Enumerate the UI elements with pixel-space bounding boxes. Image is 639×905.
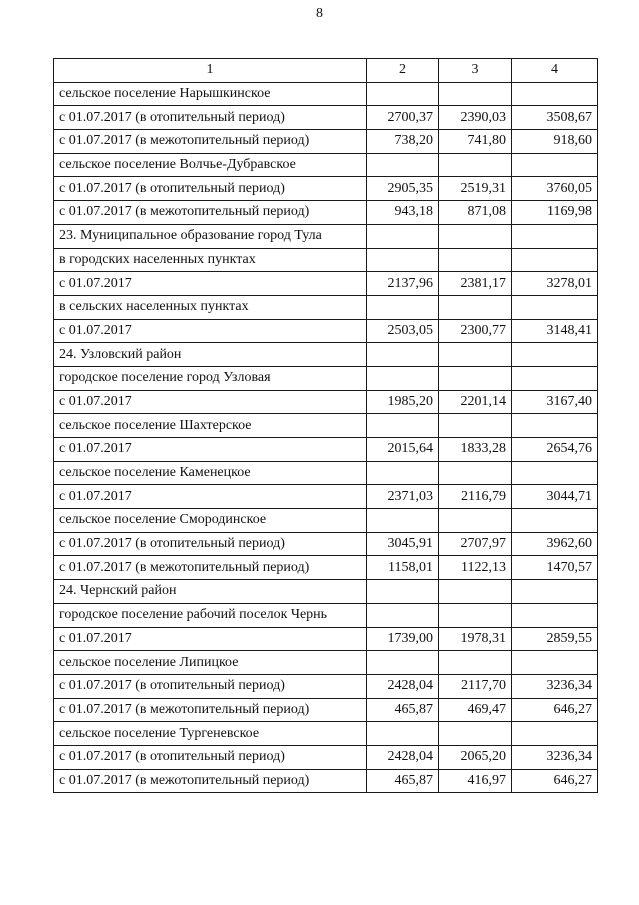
value-cell-col4 — [512, 153, 598, 177]
value-cell-col3 — [439, 153, 512, 177]
value-cell-col4: 646,27 — [512, 769, 598, 793]
column-header-1: 1 — [54, 59, 367, 83]
value-cell-col4 — [512, 295, 598, 319]
row-label-cell: с 01.07.2017 (в межотопительный период) — [54, 556, 367, 580]
value-cell-col2: 943,18 — [367, 201, 439, 225]
table-row — [54, 390, 598, 414]
value-cell-col4 — [512, 414, 598, 438]
row-label-cell: с 01.07.2017 (в отопительный период) — [54, 674, 367, 698]
value-cell-col2 — [367, 366, 439, 390]
value-cell-col2 — [367, 343, 439, 367]
value-cell-col2: 465,87 — [367, 769, 439, 793]
value-cell-col4: 3236,34 — [512, 674, 598, 698]
table-row — [54, 130, 598, 154]
row-label-cell: 23. Муниципальное образование город Тула — [54, 224, 367, 248]
value-cell-col2: 2503,05 — [367, 319, 439, 343]
row-label-cell: сельское поселение Смородинское — [54, 509, 367, 533]
row-label-cell: 24. Чернский район — [54, 580, 367, 604]
value-cell-col3: 2707,97 — [439, 532, 512, 556]
value-cell-col3 — [439, 295, 512, 319]
value-cell-col4: 3278,01 — [512, 272, 598, 296]
row-label-cell: с 01.07.2017 (в отопительный период) — [54, 177, 367, 201]
value-cell-col4 — [512, 722, 598, 746]
value-cell-col2: 1739,00 — [367, 627, 439, 651]
table-row — [54, 580, 598, 604]
value-cell-col3 — [439, 509, 512, 533]
table-row — [54, 295, 598, 319]
column-header-2: 2 — [367, 59, 439, 83]
value-cell-col3: 416,97 — [439, 769, 512, 793]
row-label-cell: с 01.07.2017 — [54, 319, 367, 343]
row-label-cell: с 01.07.2017 — [54, 438, 367, 462]
value-cell-col2 — [367, 224, 439, 248]
value-cell-col3: 2116,79 — [439, 485, 512, 509]
table-row — [54, 745, 598, 769]
value-cell-col4 — [512, 509, 598, 533]
value-cell-col2: 1158,01 — [367, 556, 439, 580]
table-row — [54, 461, 598, 485]
value-cell-col4: 3236,34 — [512, 745, 598, 769]
value-cell-col3: 871,08 — [439, 201, 512, 225]
value-cell-col4: 3044,71 — [512, 485, 598, 509]
value-cell-col2: 2700,37 — [367, 106, 439, 130]
row-label-cell: в городских населенных пунктах — [54, 248, 367, 272]
value-cell-col2 — [367, 509, 439, 533]
table-row — [54, 414, 598, 438]
row-label-cell: с 01.07.2017 (в межотопительный период) — [54, 698, 367, 722]
value-cell-col2 — [367, 295, 439, 319]
value-cell-col2: 2137,96 — [367, 272, 439, 296]
table-row — [54, 343, 598, 367]
row-label-cell: с 01.07.2017 — [54, 390, 367, 414]
value-cell-col2 — [367, 722, 439, 746]
value-cell-col4: 3148,41 — [512, 319, 598, 343]
value-cell-col3 — [439, 603, 512, 627]
row-label-cell: сельское поселение Липицкое — [54, 651, 367, 675]
row-label-cell: сельское поселение Каменецкое — [54, 461, 367, 485]
row-label-cell: с 01.07.2017 (в межотопительный период) — [54, 201, 367, 225]
value-cell-col4 — [512, 603, 598, 627]
value-cell-col3: 2519,31 — [439, 177, 512, 201]
value-cell-col4: 2654,76 — [512, 438, 598, 462]
value-cell-col3: 2390,03 — [439, 106, 512, 130]
value-cell-col4: 918,60 — [512, 130, 598, 154]
value-cell-col4 — [512, 461, 598, 485]
value-cell-col4 — [512, 224, 598, 248]
value-cell-col4: 3167,40 — [512, 390, 598, 414]
table-row — [54, 153, 598, 177]
value-cell-col2: 2015,64 — [367, 438, 439, 462]
value-cell-col3 — [439, 580, 512, 604]
value-cell-col3 — [439, 366, 512, 390]
table-row — [54, 485, 598, 509]
value-cell-col2 — [367, 248, 439, 272]
row-label-cell: сельское поселение Волчье-Дубравское — [54, 153, 367, 177]
table-row — [54, 366, 598, 390]
column-header-4: 4 — [512, 59, 598, 83]
value-cell-col4 — [512, 580, 598, 604]
row-label-cell: с 01.07.2017 (в отопительный период) — [54, 745, 367, 769]
row-label-cell: в сельских населенных пунктах — [54, 295, 367, 319]
value-cell-col3 — [439, 248, 512, 272]
value-cell-col4 — [512, 343, 598, 367]
value-cell-col4 — [512, 248, 598, 272]
value-cell-col4 — [512, 366, 598, 390]
value-cell-col2 — [367, 153, 439, 177]
value-cell-col3: 1978,31 — [439, 627, 512, 651]
value-cell-col4 — [512, 651, 598, 675]
table-row — [54, 627, 598, 651]
table-header-row — [54, 59, 598, 83]
value-cell-col4: 646,27 — [512, 698, 598, 722]
row-label-cell: сельское поселение Нарышкинское — [54, 82, 367, 106]
value-cell-col2 — [367, 580, 439, 604]
row-label-cell: с 01.07.2017 (в межотопительный период) — [54, 130, 367, 154]
table-row — [54, 651, 598, 675]
value-cell-col3 — [439, 343, 512, 367]
value-cell-col3 — [439, 651, 512, 675]
value-cell-col4: 3962,60 — [512, 532, 598, 556]
value-cell-col2 — [367, 461, 439, 485]
table-row — [54, 248, 598, 272]
value-cell-col3 — [439, 82, 512, 106]
table-row — [54, 722, 598, 746]
row-label-cell: городское поселение рабочий поселок Чернь — [54, 603, 367, 627]
value-cell-col3 — [439, 414, 512, 438]
value-cell-col3: 2117,70 — [439, 674, 512, 698]
value-cell-col4: 1470,57 — [512, 556, 598, 580]
row-label-cell: с 01.07.2017 — [54, 485, 367, 509]
value-cell-col4 — [512, 82, 598, 106]
value-cell-col2 — [367, 414, 439, 438]
value-cell-col3 — [439, 722, 512, 746]
table-row — [54, 769, 598, 793]
row-label-cell: с 01.07.2017 — [54, 627, 367, 651]
row-label-cell: городское поселение город Узловая — [54, 366, 367, 390]
row-label-cell: с 01.07.2017 — [54, 272, 367, 296]
value-cell-col2: 1985,20 — [367, 390, 439, 414]
value-cell-col2: 2428,04 — [367, 745, 439, 769]
table-row — [54, 556, 598, 580]
table-row — [54, 319, 598, 343]
table-row — [54, 82, 598, 106]
value-cell-col2 — [367, 603, 439, 627]
value-cell-col3 — [439, 224, 512, 248]
value-cell-col3: 2065,20 — [439, 745, 512, 769]
row-label-cell: с 01.07.2017 (в отопительный период) — [54, 532, 367, 556]
row-label-cell: сельское поселение Шахтерское — [54, 414, 367, 438]
row-label-cell: с 01.07.2017 (в отопительный период) — [54, 106, 367, 130]
table-row — [54, 224, 598, 248]
row-label-cell: 24. Узловский район — [54, 343, 367, 367]
value-cell-col3: 1833,28 — [439, 438, 512, 462]
value-cell-col3 — [439, 461, 512, 485]
value-cell-col2: 2371,03 — [367, 485, 439, 509]
table-row — [54, 509, 598, 533]
value-cell-col2: 738,20 — [367, 130, 439, 154]
page-number: 8 — [316, 6, 323, 21]
value-cell-col2: 3045,91 — [367, 532, 439, 556]
value-cell-col3: 2300,77 — [439, 319, 512, 343]
table-row — [54, 201, 598, 225]
value-cell-col3: 741,80 — [439, 130, 512, 154]
value-cell-col2 — [367, 651, 439, 675]
value-cell-col4: 1169,98 — [512, 201, 598, 225]
table-row — [54, 532, 598, 556]
value-cell-col3: 2201,14 — [439, 390, 512, 414]
table-body — [54, 82, 598, 793]
value-cell-col3: 1122,13 — [439, 556, 512, 580]
table-row — [54, 272, 598, 296]
value-cell-col4: 3760,05 — [512, 177, 598, 201]
value-cell-col2: 2905,35 — [367, 177, 439, 201]
value-cell-col3: 469,47 — [439, 698, 512, 722]
table-row — [54, 438, 598, 462]
column-header-3: 3 — [439, 59, 512, 83]
table-row — [54, 106, 598, 130]
table-row — [54, 698, 598, 722]
tariff-table — [53, 58, 598, 793]
value-cell-col2: 2428,04 — [367, 674, 439, 698]
table-row — [54, 603, 598, 627]
value-cell-col4: 3508,67 — [512, 106, 598, 130]
row-label-cell: сельское поселение Тургеневское — [54, 722, 367, 746]
value-cell-col3: 2381,17 — [439, 272, 512, 296]
value-cell-col2 — [367, 82, 439, 106]
value-cell-col2: 465,87 — [367, 698, 439, 722]
table-row — [54, 177, 598, 201]
row-label-cell: с 01.07.2017 (в межотопительный период) — [54, 769, 367, 793]
table-row — [54, 674, 598, 698]
value-cell-col4: 2859,55 — [512, 627, 598, 651]
